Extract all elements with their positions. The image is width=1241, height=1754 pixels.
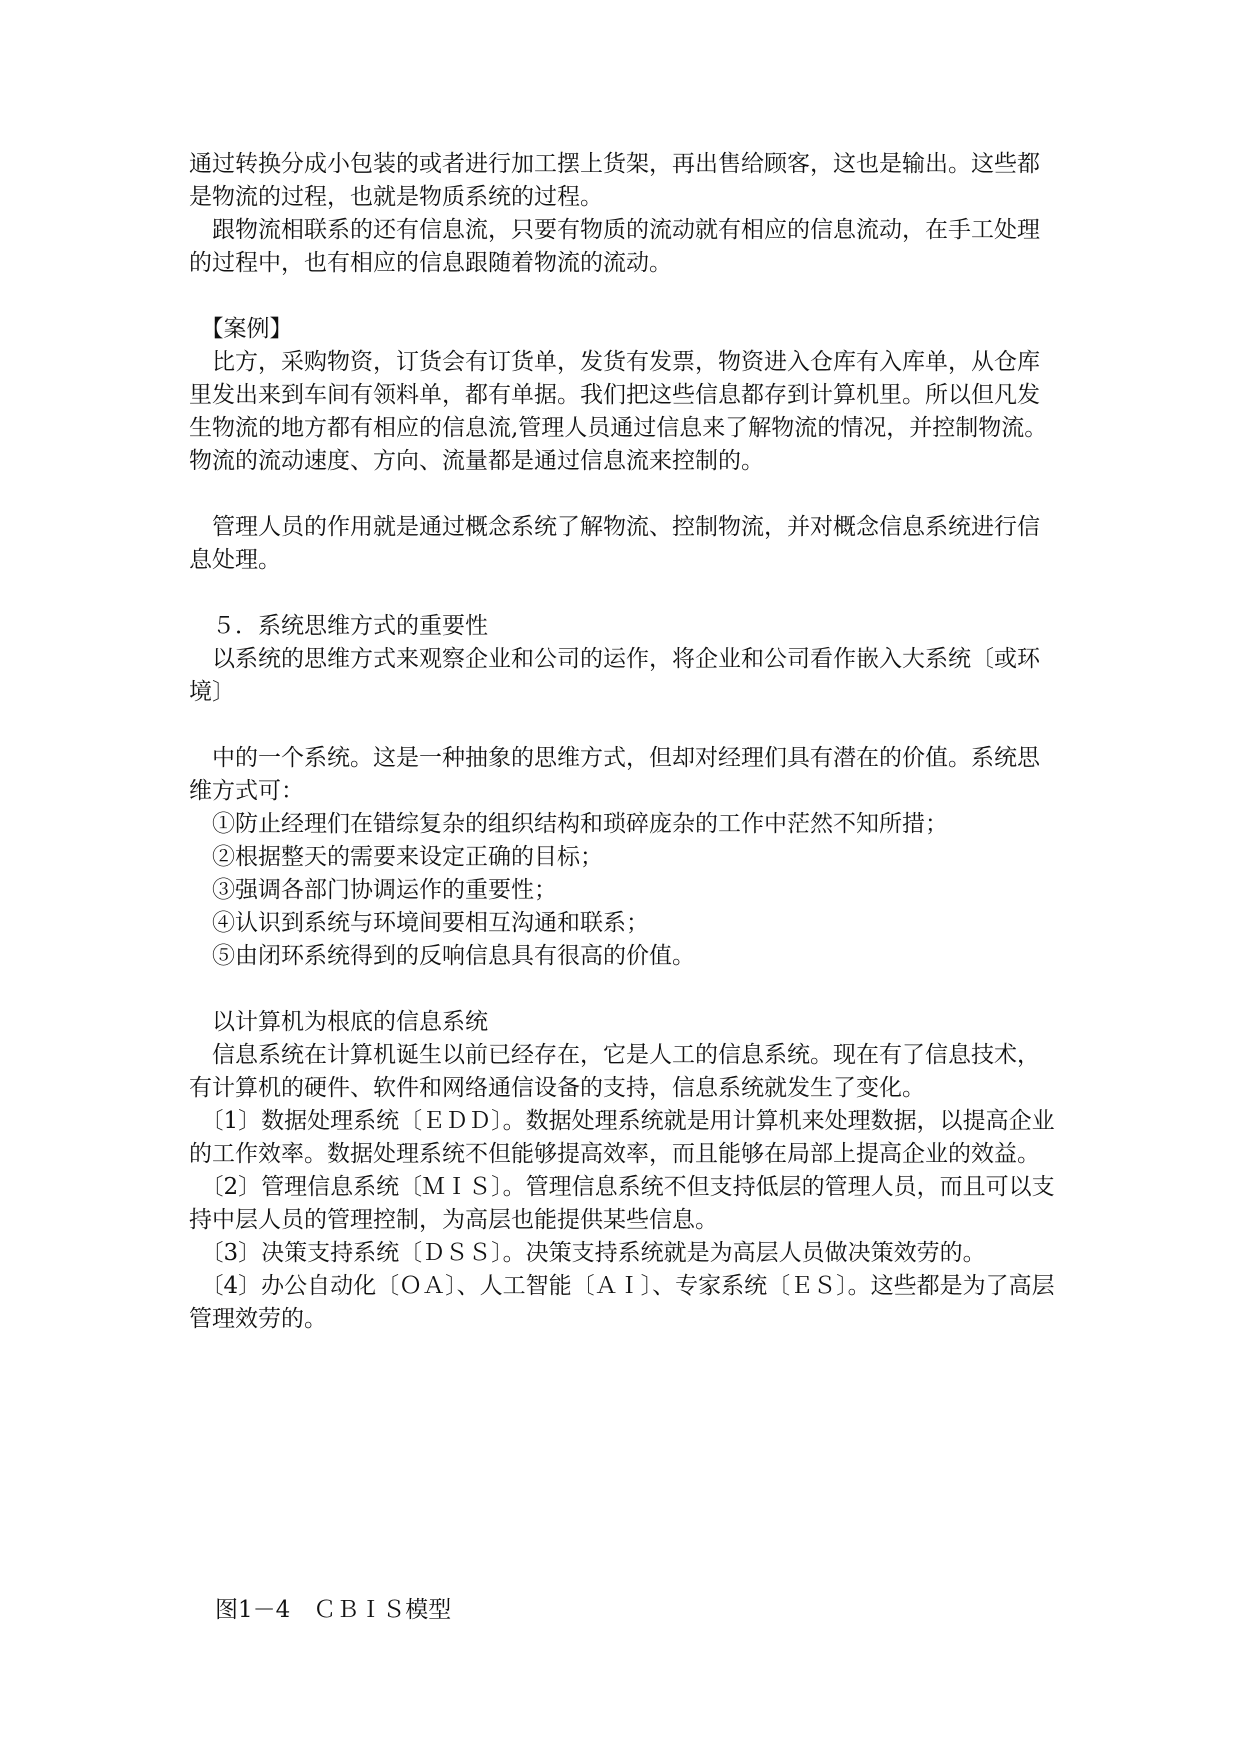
- list-item: ④认识到系统与环境间要相互沟通和联系；: [189, 910, 649, 936]
- list-item: ③强调各部门协调运作的重要性；: [189, 877, 557, 903]
- paragraph: 跟物流相联系的还有信息流，只要有物质的流动就有相应的信息流动，在手工处理的过程中，也有相应的信息跟随着物流的流动。: [189, 217, 1040, 276]
- list-item: ⑤由闭环系统得到的反响信息具有很高的价值。: [189, 943, 695, 969]
- paragraph: 通过转换分成小包装的或者进行加工摆上货架，再出售给顾客，这也是输出。这些都是物流的过程，也就是物质系统的过程。: [189, 151, 1040, 210]
- blank-line: [189, 280, 1059, 313]
- section-heading: 以计算机为根底的信息系统: [189, 1009, 488, 1035]
- list-item: ①防止经理们在错综复杂的组织结构和琐碎庞杂的工作中茫然不知所措；: [189, 811, 948, 837]
- paragraph: 中的一个系统。这是一种抽象的思维方式，但却对经理们具有潜在的价值。系统思维方式可：: [189, 745, 1040, 804]
- paragraph: 以系统的思维方式来观察企业和公司的运作，将企业和公司看作嵌入大系统〔或环境〕: [189, 646, 1040, 705]
- paragraph: 比方，采购物资，订货会有订货单，发货有发票，物资进入仓库有入库单，从仓库里发出来到车间有领料单，都有单据。我们把这些信息都存到计算机里。所以但凡发生物流的地方都有相应的信息流,管理人员通过信息来了解物流的情况，并控制物流。物流的流动速度、方向、流量都是通过信息流来控制的。: [189, 349, 1048, 474]
- blank-line: [189, 577, 1059, 610]
- body-text: [189, 148, 1059, 1336]
- list-item: 〔3〕决策支持系统〔ＤＳＳ〕。决策支持系统就是为高层人员做决策效劳的。: [189, 1240, 986, 1266]
- list-item: 〔2〕管理信息系统〔ＭＩＳ〕。管理信息系统不但支持低层的管理人员，而且可以支持中层人员的管理控制，为高层也能提供某些信息。: [189, 1174, 1055, 1233]
- list-item: 〔4〕办公自动化〔ＯＡ〕、人工智能〔ＡＩ〕、专家系统〔ＥＳ〕。这些都是为了高层管理效劳的。: [189, 1273, 1055, 1332]
- blank-line: [189, 973, 1059, 1006]
- list-item: ②根据整天的需要来设定正确的目标；: [189, 844, 603, 870]
- case-heading: 【案例】: [189, 316, 293, 342]
- blank-line: [189, 478, 1059, 511]
- section-heading: ５．系统思维方式的重要性: [189, 613, 488, 639]
- paragraph: 信息系统在计算机诞生以前已经存在，它是人工的信息系统。现在有了信息技术，有计算机的硬件、软件和网络通信设备的支持，信息系统就发生了变化。: [189, 1042, 1040, 1101]
- paragraph: 管理人员的作用就是通过概念系统了解物流、控制物流，并对概念信息系统进行信息处理。: [189, 514, 1040, 573]
- figure-caption: 图1－4 ＣＢＩＳ模型: [215, 1597, 452, 1623]
- blank-line: [189, 709, 1059, 742]
- list-item: 〔1〕数据处理系统〔ＥＤＤ〕。数据处理系统就是用计算机来处理数据，以提高企业的工作效率。数据处理系统不但能够提高效率，而且能够在局部上提高企业的效益。: [189, 1108, 1055, 1167]
